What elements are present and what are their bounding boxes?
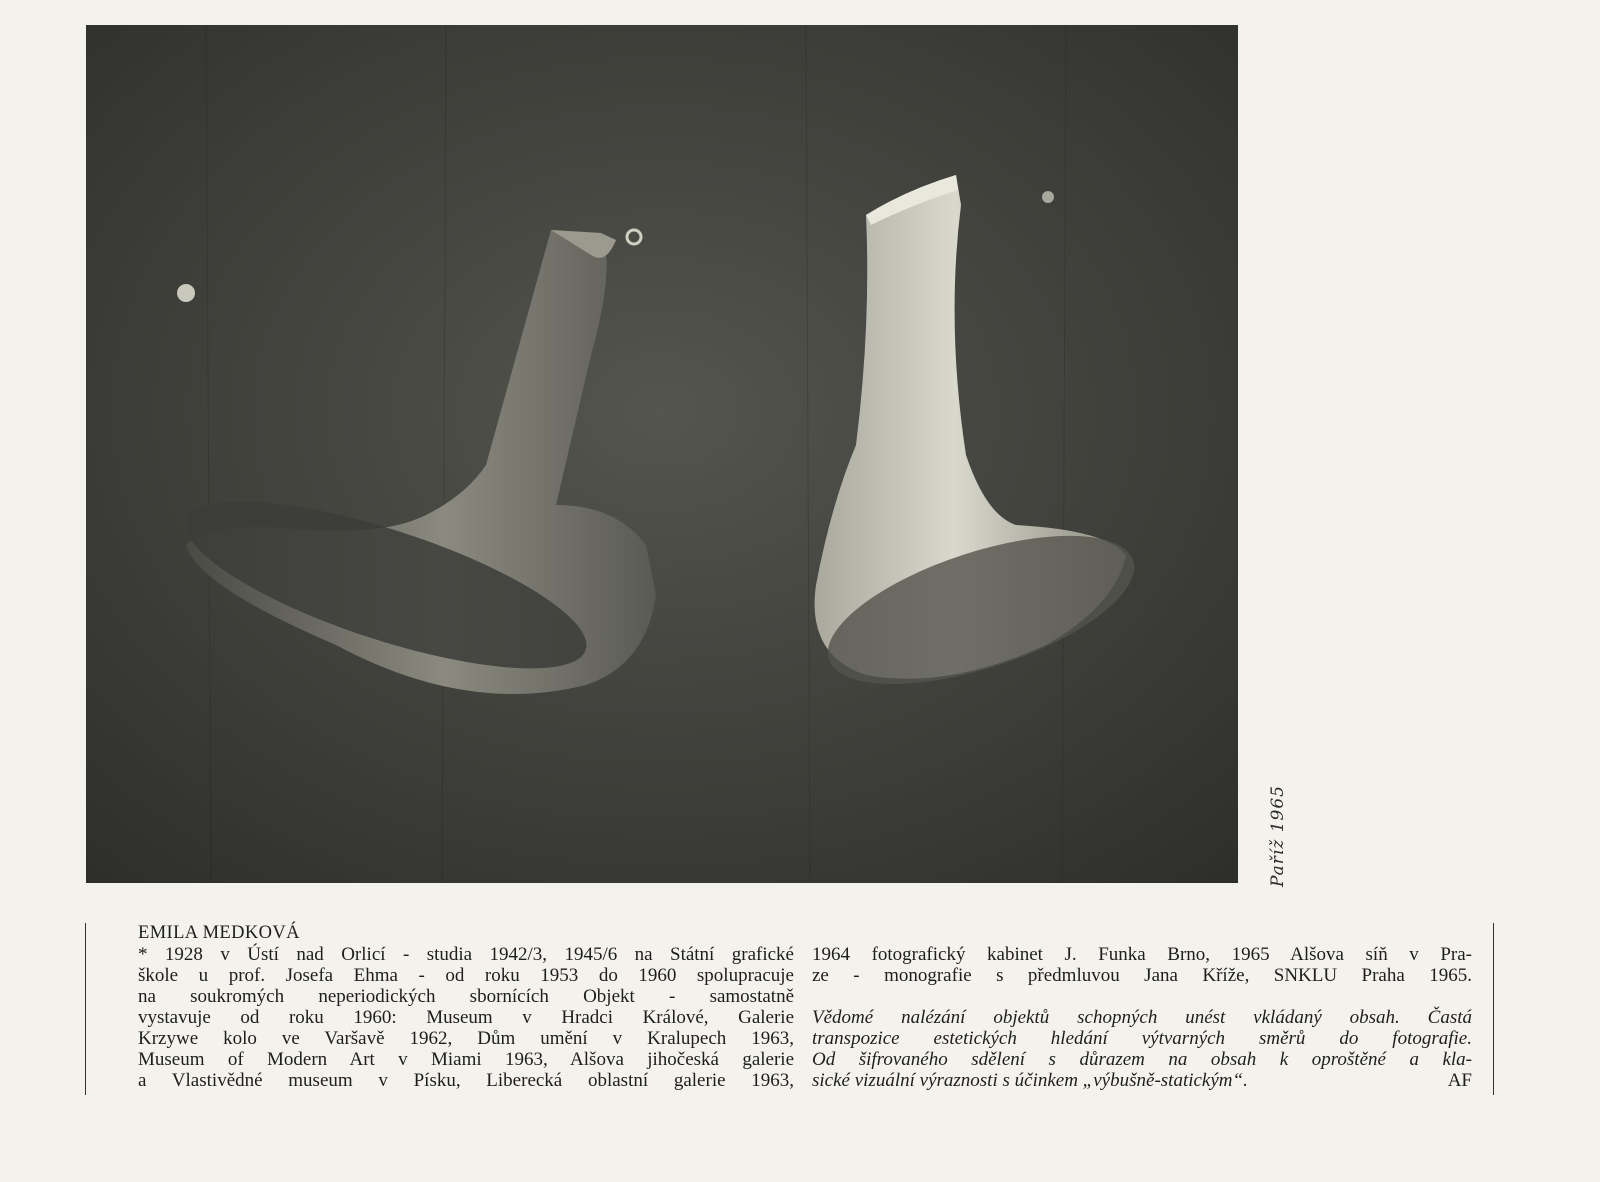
statement-line: Vědomé nalézání objektů schopných unést vkládaný obsah. Častá [812,1007,1472,1028]
statement-last-row [812,1070,1472,1091]
bio-line: na soukromých neperiodických sbornících Objekt - samostatně [138,986,794,1007]
wall-nail [1042,191,1054,203]
bio-line: vystavuje od roku 1960: Museum v Hradci Králové, Galerie [138,1007,794,1028]
bio-line: Museum of Modern Art v Miami 1963, Alšova jihočeská galerie [138,1049,794,1070]
photo-caption: Paříž 1965 [1268,785,1288,887]
left-rule [85,923,86,1095]
bio-line: škole u prof. Josefa Ehma - od roku 1953 do 1960 spolupracuje [138,965,794,986]
bio-line: a Vlastivědné museum v Písku, Liberecká oblastní galerie 1963, [138,1070,794,1091]
photograph [86,25,1238,883]
bio-line: Krzywe kolo ve Varšavě 1962, Dům umění v Kralupech 1963, [138,1028,794,1049]
wall-nail [177,284,195,302]
biography-column [138,923,794,1091]
photo-image [86,25,1238,883]
statement-line: transpozice estetických hledání výtvarných směrů do fotografie. [812,1028,1472,1049]
statement-line: sické vizuální výraznosti s účinkem „výbušně-statickým“. [812,1070,1248,1091]
statement-line: Od šifrovaného sdělení s důrazem na obsah k oproštěné a kla- [812,1049,1472,1070]
right-rule [1493,923,1494,1095]
bio-line: * 1928 v Ústí nad Orlicí - studia 1942/3, 1945/6 na Státní grafické [138,944,794,965]
bio-continued-line: 1964 fotografický kabinet J. Funka Brno, 1965 Alšova síň v Pra- [812,944,1472,965]
artist-name: EMILA MEDKOVÁ [138,923,300,943]
author-signature: AF [1447,1070,1472,1091]
statement-column [812,944,1472,1091]
bio-continued-line: ze - monografie s předmluvou Jana Kříže, SNKLU Praha 1965. [812,965,1472,986]
